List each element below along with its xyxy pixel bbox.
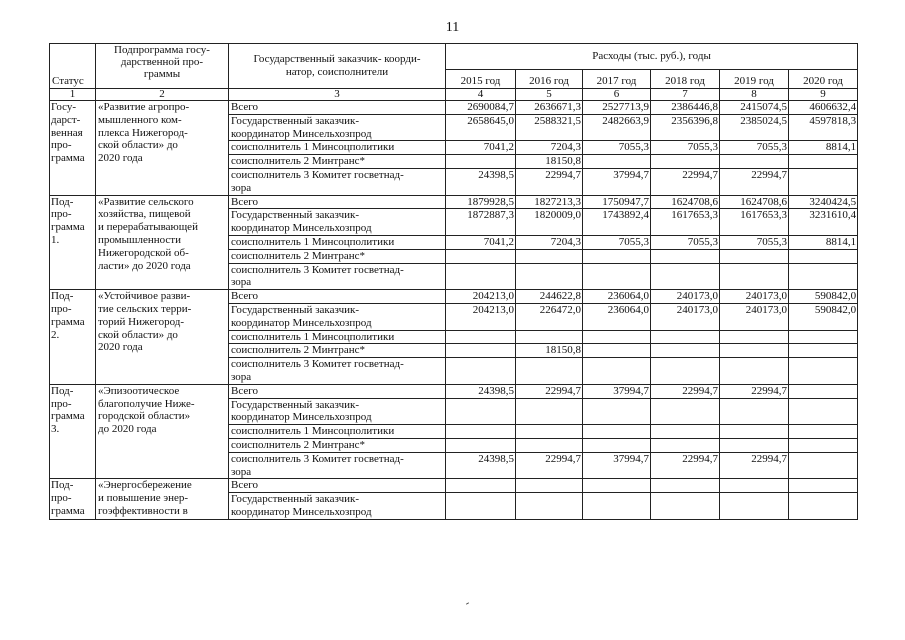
status-line: грамма	[51, 221, 85, 234]
amount-cell	[651, 438, 720, 452]
status-line: Под-	[51, 290, 74, 303]
amount-cell: 7055,3	[583, 141, 651, 155]
amount-cell: 7055,3	[651, 141, 720, 155]
subprogram-cell	[96, 290, 229, 385]
subprogram-line: промышленности	[98, 233, 181, 246]
amount-cell: 7204,3	[516, 141, 583, 155]
subprogram-line: плекса Нижегород-	[98, 126, 188, 139]
amount-cell	[720, 398, 789, 425]
table-row	[50, 195, 858, 209]
customer-line: зора	[231, 181, 252, 194]
amount-cell	[583, 398, 651, 425]
amount-cell	[516, 493, 583, 520]
table-row	[50, 479, 858, 493]
customer-line: соисполнитель 1 Минсоцполитики	[231, 235, 395, 248]
amount-cell	[720, 358, 789, 385]
amount-cell	[446, 249, 516, 263]
customer-line: соисполнитель 3 Комитет госветнад-	[231, 263, 404, 276]
amount-cell: 2356396,8	[651, 114, 720, 141]
customer-cell	[229, 384, 446, 398]
customer-cell	[229, 155, 446, 169]
amount-cell	[651, 344, 720, 358]
status-line: про-	[51, 139, 72, 152]
amount-cell	[516, 358, 583, 385]
customer-line: Государственный заказчик-	[231, 209, 360, 222]
amount-cell	[789, 330, 858, 344]
customer-line: координатор Минсельхозпрод	[231, 505, 372, 518]
customer-cell	[229, 114, 446, 141]
amount-cell: 240173,0	[651, 303, 720, 330]
customer-line: соисполнитель 2 Минтранс*	[231, 438, 365, 451]
amount-cell	[789, 168, 858, 195]
amount-cell	[516, 330, 583, 344]
customer-cell	[229, 141, 446, 155]
customer-line: Всего	[231, 384, 258, 397]
year-header: 2018 год	[651, 70, 720, 89]
status-cell	[50, 384, 96, 479]
customer-cell	[229, 195, 446, 209]
status-line: грамма	[51, 504, 85, 517]
amount-cell: 22994,7	[651, 384, 720, 398]
amount-cell	[446, 344, 516, 358]
customer-line: соисполнитель 1 Минсоцполитики	[231, 141, 395, 154]
customer-cell	[229, 438, 446, 452]
amount-cell	[720, 330, 789, 344]
amount-cell	[789, 493, 858, 520]
customer-line: Государственный заказчик-	[231, 493, 360, 506]
amount-cell	[720, 344, 789, 358]
amount-cell	[446, 493, 516, 520]
amount-cell	[789, 438, 858, 452]
amount-cell: 24398,5	[446, 452, 516, 479]
subprogram-cell	[96, 479, 229, 519]
amount-cell	[651, 425, 720, 439]
status-line: грамма	[51, 315, 85, 328]
subprogram-header-line: дарственной про-	[120, 56, 204, 68]
amount-cell	[583, 249, 651, 263]
status-line: про-	[51, 397, 72, 410]
year-header: 2019 год	[720, 70, 789, 89]
amount-cell: 1617653,3	[651, 209, 720, 236]
amount-cell	[789, 249, 858, 263]
subprogram-header	[96, 44, 229, 89]
amount-cell	[720, 479, 789, 493]
subprogram-line: и перерабатывающей	[98, 221, 198, 234]
amount-cell: 7055,3	[720, 235, 789, 249]
customer-cell	[229, 263, 446, 290]
amount-cell: 22994,7	[720, 452, 789, 479]
subprogram-line: гоэффективности в	[98, 504, 188, 517]
amount-cell	[446, 398, 516, 425]
customer-line: Всего	[231, 195, 258, 208]
status-line: про-	[51, 208, 72, 221]
amount-cell: 2385024,5	[720, 114, 789, 141]
amount-cell: 240173,0	[720, 290, 789, 304]
customer-cell	[229, 398, 446, 425]
amount-cell: 2482663,9	[583, 114, 651, 141]
amount-cell	[651, 263, 720, 290]
status-cell	[50, 101, 96, 196]
amount-cell	[789, 358, 858, 385]
amount-cell	[583, 344, 651, 358]
scan-speck	[466, 602, 469, 604]
subprogram-cell	[96, 195, 229, 290]
status-cell	[50, 479, 96, 519]
status-cell	[50, 290, 96, 385]
customer-line: соисполнитель 1 Минсоцполитики	[231, 425, 395, 438]
customer-line: Государственный заказчик-	[231, 114, 360, 127]
amount-cell: 7041,2	[446, 141, 516, 155]
subprogram-line: 2020 года	[98, 152, 143, 165]
amount-cell: 7204,3	[516, 235, 583, 249]
amount-cell	[651, 155, 720, 169]
customer-line: соисполнитель 2 Минтранс*	[231, 344, 365, 357]
amount-cell: 37994,7	[583, 452, 651, 479]
subprogram-header-line: Подпрограмма госу-	[114, 44, 210, 56]
amount-cell: 4606632,4	[789, 101, 858, 115]
subprogram-line: ласти» до 2020 года	[98, 259, 191, 272]
subprogram-line: и повышение энер-	[98, 492, 189, 505]
amount-cell	[583, 425, 651, 439]
amount-cell	[446, 358, 516, 385]
customer-line: Государственный заказчик-	[231, 398, 360, 411]
amount-cell	[789, 425, 858, 439]
amount-cell: 2658645,0	[446, 114, 516, 141]
customer-line: Государственный заказчик-	[231, 303, 360, 316]
amount-cell	[789, 344, 858, 358]
status-line: Под-	[51, 384, 74, 397]
amount-cell: 18150,8	[516, 155, 583, 169]
status-line: Госу-	[51, 101, 77, 113]
amount-cell	[446, 479, 516, 493]
customer-line: Всего	[231, 290, 258, 303]
budget-table	[49, 43, 858, 520]
customer-line: соисполнитель 2 Минтранс*	[231, 155, 365, 168]
table-row	[50, 101, 858, 115]
amount-cell: 22994,7	[516, 384, 583, 398]
amount-cell	[720, 249, 789, 263]
amount-cell: 2386446,8	[651, 101, 720, 115]
subprogram-line: «Развитие сельского	[98, 195, 194, 208]
customer-cell	[229, 101, 446, 115]
amount-cell	[583, 358, 651, 385]
amount-cell: 37994,7	[583, 168, 651, 195]
amount-cell: 22994,7	[516, 452, 583, 479]
amount-cell: 1872887,3	[446, 209, 516, 236]
amount-cell: 2415074,5	[720, 101, 789, 115]
amount-cell: 1624708,6	[651, 195, 720, 209]
column-number: 3	[229, 89, 446, 101]
status-line: Под-	[51, 479, 74, 492]
table-header	[50, 44, 858, 89]
amount-cell: 1879928,5	[446, 195, 516, 209]
customer-cell	[229, 209, 446, 236]
status-line: про-	[51, 492, 72, 505]
customer-line: соисполнитель 3 Комитет госветнад-	[231, 168, 404, 181]
amount-cell: 8814,1	[789, 141, 858, 155]
amount-cell: 22994,7	[651, 168, 720, 195]
subprogram-line: «Энергосбережение	[98, 479, 192, 492]
amount-cell	[516, 249, 583, 263]
amount-cell	[651, 398, 720, 425]
column-number: 5	[516, 89, 583, 101]
amount-cell: 22994,7	[651, 452, 720, 479]
status-line: дарст-	[51, 113, 81, 126]
column-number: 9	[789, 89, 858, 101]
amount-cell	[651, 479, 720, 493]
amount-cell	[583, 493, 651, 520]
amount-cell: 4597818,3	[789, 114, 858, 141]
amount-cell: 1624708,6	[720, 195, 789, 209]
customer-line: зора	[231, 465, 252, 478]
amount-cell	[789, 384, 858, 398]
subprogram-line: мышленного ком-	[98, 113, 182, 126]
status-line: грамма	[51, 152, 85, 165]
status-line: венная	[51, 126, 83, 139]
customer-line: Всего	[231, 101, 258, 113]
amount-cell: 18150,8	[516, 344, 583, 358]
customer-header	[229, 44, 446, 89]
status-line: про-	[51, 302, 72, 315]
amount-cell: 590842,0	[789, 290, 858, 304]
amount-cell	[720, 438, 789, 452]
subprogram-header-line: граммы	[143, 68, 181, 80]
amount-cell	[789, 155, 858, 169]
amount-cell	[583, 438, 651, 452]
customer-cell	[229, 479, 446, 493]
table-row	[50, 384, 858, 398]
customer-line: зора	[231, 276, 252, 289]
amount-cell: 204213,0	[446, 303, 516, 330]
amount-cell	[446, 263, 516, 290]
year-header: 2016 год	[516, 70, 583, 89]
customer-cell	[229, 452, 446, 479]
status-cell	[50, 195, 96, 290]
status-line: 3.	[51, 423, 60, 436]
amount-cell	[516, 438, 583, 452]
amount-cell	[789, 263, 858, 290]
amount-cell: 244622,8	[516, 290, 583, 304]
subprogram-line: тие сельских терри-	[98, 302, 192, 315]
amount-cell: 240173,0	[720, 303, 789, 330]
amount-cell	[720, 155, 789, 169]
amount-cell: 1750947,7	[583, 195, 651, 209]
customer-line: Всего	[231, 479, 258, 492]
column-number-row	[50, 89, 858, 101]
year-header: 2020 год	[789, 70, 858, 89]
amount-cell: 236064,0	[583, 303, 651, 330]
customer-cell	[229, 168, 446, 195]
amount-cell: 3231610,4	[789, 209, 858, 236]
subprogram-line: 2020 года	[98, 341, 143, 354]
customer-line: координатор Минсельхозпрод	[231, 222, 372, 235]
amount-cell	[516, 263, 583, 290]
customer-line: координатор Минсельхозпрод	[231, 316, 372, 329]
amount-cell: 7055,3	[583, 235, 651, 249]
customer-line: координатор Минсельхозпрод	[231, 127, 372, 140]
amount-cell: 236064,0	[583, 290, 651, 304]
amount-cell: 1820009,0	[516, 209, 583, 236]
customer-cell	[229, 493, 446, 520]
amount-cell: 8814,1	[789, 235, 858, 249]
amount-cell	[583, 263, 651, 290]
column-number: 1	[50, 89, 96, 101]
amount-cell: 226472,0	[516, 303, 583, 330]
status-header: Статус	[50, 44, 96, 89]
amount-cell: 7055,3	[651, 235, 720, 249]
customer-cell	[229, 344, 446, 358]
subprogram-line: до 2020 года	[98, 423, 157, 436]
column-number: 8	[720, 89, 789, 101]
amount-cell	[446, 330, 516, 344]
amount-cell	[651, 358, 720, 385]
status-line: Под-	[51, 195, 74, 208]
subprogram-cell	[96, 101, 229, 196]
status-line: 2.	[51, 328, 60, 341]
amount-cell: 1617653,3	[720, 209, 789, 236]
amount-cell: 22994,7	[720, 168, 789, 195]
subprogram-line: «Развитие агропро-	[98, 101, 190, 113]
page-number: 11	[445, 20, 460, 35]
amount-cell	[651, 330, 720, 344]
amount-cell	[651, 493, 720, 520]
amount-cell: 22994,7	[516, 168, 583, 195]
amount-cell	[720, 493, 789, 520]
customer-line: соисполнитель 1 Минсоцполитики	[231, 330, 395, 343]
status-line: грамма	[51, 410, 85, 423]
amount-cell: 1827213,3	[516, 195, 583, 209]
amount-cell: 2690084,7	[446, 101, 516, 115]
customer-cell	[229, 330, 446, 344]
table-body	[50, 89, 858, 520]
subprogram-line: благополучие Ниже-	[98, 397, 195, 410]
column-number: 2	[96, 89, 229, 101]
subprogram-line: «Эпизоотическое	[98, 384, 180, 397]
amount-cell	[446, 155, 516, 169]
amount-cell: 2527713,9	[583, 101, 651, 115]
amount-cell	[583, 479, 651, 493]
status-line: 1.	[51, 233, 60, 246]
customer-cell	[229, 358, 446, 385]
amount-cell	[583, 155, 651, 169]
subprogram-line: «Устойчивое разви-	[98, 290, 191, 303]
amount-cell	[446, 425, 516, 439]
subprogram-line: торий Нижегород-	[98, 315, 185, 328]
customer-cell	[229, 425, 446, 439]
customer-line: соисполнитель 3 Комитет госветнад-	[231, 452, 404, 465]
subprogram-line: городской области»	[98, 410, 191, 423]
subprogram-cell	[96, 384, 229, 479]
amount-cell	[789, 398, 858, 425]
amount-cell: 590842,0	[789, 303, 858, 330]
column-number: 6	[583, 89, 651, 101]
amount-cell: 3240424,5	[789, 195, 858, 209]
amount-cell	[789, 452, 858, 479]
amount-cell: 2588321,5	[516, 114, 583, 141]
amount-cell	[583, 330, 651, 344]
amount-cell	[720, 263, 789, 290]
subprogram-line: ской области» до	[98, 139, 178, 152]
amount-cell: 204213,0	[446, 290, 516, 304]
customer-line: зора	[231, 370, 252, 383]
table-row	[50, 290, 858, 304]
customer-header-line: натор, соисполнители	[285, 66, 389, 78]
year-header: 2015 год	[446, 70, 516, 89]
customer-cell	[229, 303, 446, 330]
subprogram-line: хозяйства, пищевой	[98, 208, 191, 221]
amount-cell: 7055,3	[720, 141, 789, 155]
customer-header-line: Государственный заказчик- коорди-	[253, 53, 421, 66]
amount-cell: 7041,2	[446, 235, 516, 249]
amount-cell: 22994,7	[720, 384, 789, 398]
column-number: 7	[651, 89, 720, 101]
amount-cell: 2636671,3	[516, 101, 583, 115]
customer-line: соисполнитель 3 Комитет госветнад-	[231, 358, 404, 371]
customer-cell	[229, 290, 446, 304]
amount-cell: 1743892,4	[583, 209, 651, 236]
amount-cell	[651, 249, 720, 263]
year-header: 2017 год	[583, 70, 651, 89]
amount-cell: 24398,5	[446, 168, 516, 195]
amount-cell: 24398,5	[446, 384, 516, 398]
amount-cell	[516, 479, 583, 493]
amount-cell	[789, 479, 858, 493]
expenses-header: Расходы (тыс. руб.), годы	[446, 44, 858, 70]
column-number: 4	[446, 89, 516, 101]
subprogram-line: ской области» до	[98, 328, 178, 341]
subprogram-line: Нижегородской об-	[98, 246, 189, 259]
amount-cell	[516, 398, 583, 425]
amount-cell	[446, 438, 516, 452]
amount-cell	[720, 425, 789, 439]
customer-cell	[229, 249, 446, 263]
customer-line: соисполнитель 2 Минтранс*	[231, 249, 365, 262]
customer-cell	[229, 235, 446, 249]
amount-cell	[516, 425, 583, 439]
amount-cell: 37994,7	[583, 384, 651, 398]
customer-line: координатор Минсельхозпрод	[231, 411, 372, 424]
amount-cell: 240173,0	[651, 290, 720, 304]
header-row	[50, 44, 858, 70]
